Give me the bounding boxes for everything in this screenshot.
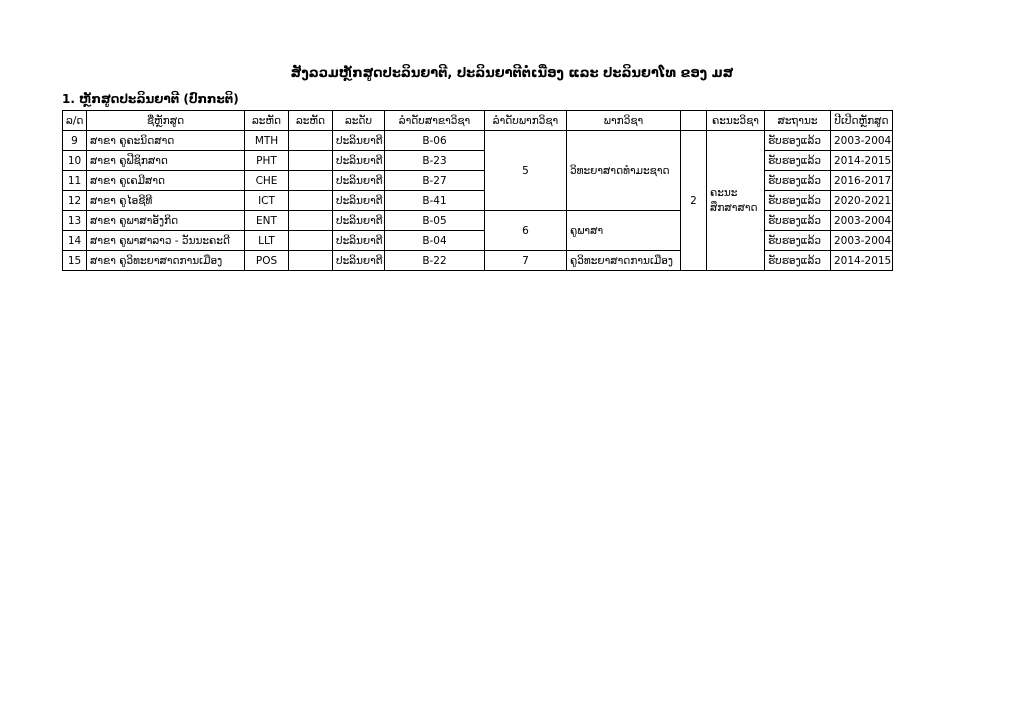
dept-name-cell: ຄູວິທະຍາສາດການເມືອງ xyxy=(567,251,681,271)
row-code: ENT xyxy=(245,211,289,231)
table-row xyxy=(63,191,893,211)
header-program-name: ຊື່ຫຼັກສູດ xyxy=(87,111,245,131)
row-level: ປະລິນຍາຕີ xyxy=(333,211,385,231)
row-status: ຮັບຮອງແລ້ວ xyxy=(765,131,831,151)
row-code-2 xyxy=(289,251,333,271)
row-status: ຮັບຮອງແລ້ວ xyxy=(765,151,831,171)
row-level: ປະລິນຍາຕີ xyxy=(333,231,385,251)
table-row xyxy=(63,131,893,151)
table-header-row xyxy=(63,111,893,131)
row-status: ຮັບຮອງແລ້ວ xyxy=(765,251,831,271)
row-code: POS xyxy=(245,251,289,271)
dept-no-cell: 5 xyxy=(485,131,567,211)
row-code-2 xyxy=(289,171,333,191)
document-title: ສັງລວມຫຼັກສູດປະລິນຍາຕີ, ປະລິນຍາຕີຕໍ່ເນື່ອງ ແລະ ປະລິນຍາໂທ ຂອງ ມສ xyxy=(290,66,734,81)
table-row xyxy=(63,151,893,171)
table-row xyxy=(63,231,893,251)
row-code-2 xyxy=(289,211,333,231)
header-dept-no: ລຳດັບພາກວິຊາ xyxy=(485,111,567,131)
row-status: ຮັບຮອງແລ້ວ xyxy=(765,191,831,211)
dept-no-cell: 6 xyxy=(485,211,567,251)
row-code: ICT xyxy=(245,191,289,211)
row-major-no: B-22 xyxy=(385,251,485,271)
row-code-2 xyxy=(289,231,333,251)
header-year: ປີເປີດຫຼັກສູດ xyxy=(831,111,893,131)
row-no: 11 xyxy=(63,171,87,191)
row-major-no: B-06 xyxy=(385,131,485,151)
faculty-no-cell: 2 xyxy=(681,131,707,271)
row-major-no: B-05 xyxy=(385,211,485,231)
row-code-2 xyxy=(289,191,333,211)
header-code: ລະຫັດ xyxy=(245,111,289,131)
header-faculty-no xyxy=(681,111,707,131)
header-status: ສະຖານະ xyxy=(765,111,831,131)
table-row xyxy=(63,251,893,271)
header-no: ລ/ດ xyxy=(63,111,87,131)
row-program-name: ສາຂາ ຄູໄອຊີທີ xyxy=(87,191,245,211)
faculty-name-cell: ຄະນະສຶກສາສາດ xyxy=(707,131,765,271)
row-program-name: ສາຂາ ຄູຟີຊິກສາດ xyxy=(87,151,245,171)
row-level: ປະລິນຍາຕີ xyxy=(333,251,385,271)
table-row xyxy=(63,171,893,191)
section-title: 1. ຫຼັກສູດປະລິນຍາຕີ (ປົກກະຕິ) xyxy=(62,92,239,106)
row-no: 13 xyxy=(63,211,87,231)
row-no: 15 xyxy=(63,251,87,271)
row-year: 2014-2015 xyxy=(831,251,893,271)
row-code: MTH xyxy=(245,131,289,151)
header-dept: ພາກວິຊາ xyxy=(567,111,681,131)
row-status: ຮັບຮອງແລ້ວ xyxy=(765,211,831,231)
header-level: ລະດັບ xyxy=(333,111,385,131)
row-no: 14 xyxy=(63,231,87,251)
row-program-name: ສາຂາ ຄູເຄມີສາດ xyxy=(87,171,245,191)
row-year: 2016-2017 xyxy=(831,171,893,191)
row-code: PHT xyxy=(245,151,289,171)
row-program-name: ສາຂາ ຄູຄະນິດສາດ xyxy=(87,131,245,151)
row-major-no: B-23 xyxy=(385,151,485,171)
row-level: ປະລິນຍາຕີ xyxy=(333,151,385,171)
table-row xyxy=(63,211,893,231)
dept-name-cell: ວິທະຍາສາດທຳມະຊາດ xyxy=(567,131,681,211)
row-level: ປະລິນຍາຕີ xyxy=(333,191,385,211)
row-no: 12 xyxy=(63,191,87,211)
row-year: 2003-2004 xyxy=(831,131,893,151)
row-year: 2003-2004 xyxy=(831,211,893,231)
header-code-2: ລະຫັດ xyxy=(289,111,333,131)
row-code: LLT xyxy=(245,231,289,251)
curriculum-table xyxy=(62,110,893,271)
row-no: 10 xyxy=(63,151,87,171)
row-level: ປະລິນຍາຕີ xyxy=(333,171,385,191)
row-level: ປະລິນຍາຕີ xyxy=(333,131,385,151)
row-program-name: ສາຂາ ຄູພາສາອັງກິດ xyxy=(87,211,245,231)
row-status: ຮັບຮອງແລ້ວ xyxy=(765,231,831,251)
dept-name-cell: ຄູພາສາ xyxy=(567,211,681,251)
row-status: ຮັບຮອງແລ້ວ xyxy=(765,171,831,191)
row-major-no: B-04 xyxy=(385,231,485,251)
row-program-name: ສາຂາ ຄູພາສາລາວ - ວັນນະຄະດີ xyxy=(87,231,245,251)
row-major-no: B-27 xyxy=(385,171,485,191)
header-major-no: ລຳດັບສາຂາວິຊາ xyxy=(385,111,485,131)
row-code-2 xyxy=(289,131,333,151)
row-no: 9 xyxy=(63,131,87,151)
row-major-no: B-41 xyxy=(385,191,485,211)
row-code-2 xyxy=(289,151,333,171)
row-year: 2020-2021 xyxy=(831,191,893,211)
row-year: 2003-2004 xyxy=(831,231,893,251)
dept-no-cell: 7 xyxy=(485,251,567,271)
row-code: CHE xyxy=(245,171,289,191)
row-program-name: ສາຂາ ຄູວິທະຍາສາດການເມືອງ xyxy=(87,251,245,271)
row-year: 2014-2015 xyxy=(831,151,893,171)
header-faculty: ຄະນະວິຊາ xyxy=(707,111,765,131)
